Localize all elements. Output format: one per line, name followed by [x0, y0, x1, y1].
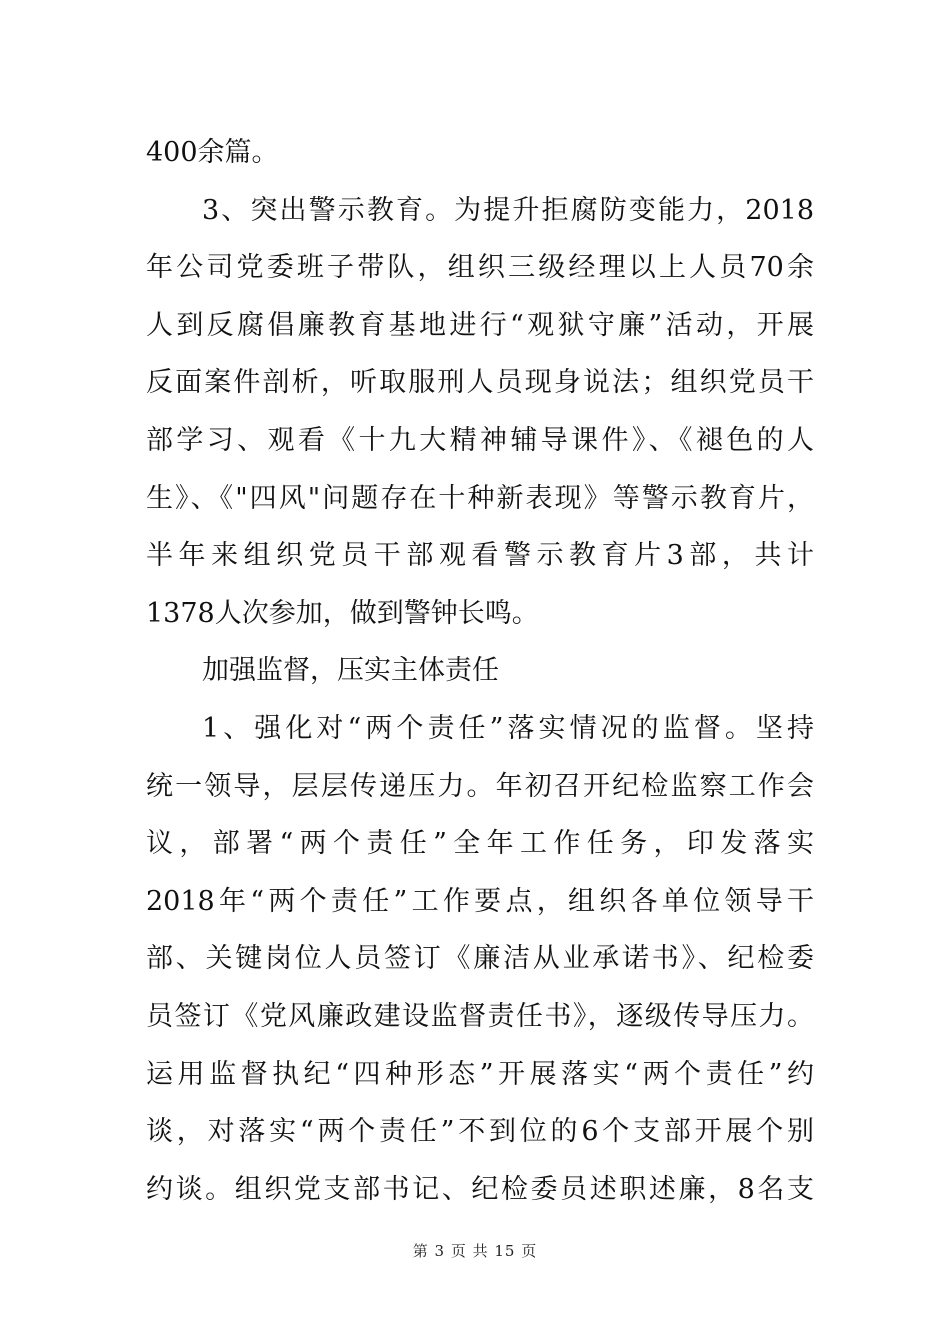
text-line: 议，部署“两个责任”全年工作任务，印发落实	[146, 828, 814, 860]
text-line: 400余篇。	[146, 137, 279, 168]
text-line: 反面案件剖析，听取服刑人员现身说法；组织党员干	[146, 367, 814, 399]
section-heading: 加强监督，压实主体责任	[202, 655, 499, 687]
text-line: 部、关键岗位人员签订《廉洁从业承诺书》、纪检委	[146, 943, 814, 975]
text-line: 运用监督执纪“四种形态”开展落实“两个责任”约	[146, 1058, 814, 1090]
text-line: 生》、《"四风"问题存在十种新表现》等警示教育片，	[146, 482, 814, 514]
text-line: 3、突出警示教育。为提升拒腐防变能力，2018	[202, 194, 814, 226]
page-number-footer: 第 3 页 共 15 页	[412, 1242, 538, 1260]
text-line: 年公司党委班子带队，组织三级经理以上人员70余	[146, 252, 814, 284]
text-line: 约谈。组织党支部书记、纪检委员述职述廉，8名支	[146, 1173, 814, 1205]
text-line: 员签订《党风廉政建设监督责任书》，逐级传导压力。	[146, 1000, 814, 1032]
text-line: 2018年“两个责任”工作要点，组织各单位领导干	[146, 885, 814, 917]
text-line: 部学习、观看《十九大精神辅导课件》、《褪色的人	[146, 424, 814, 456]
text-line: 半年来组织党员干部观看警示教育片3部，共计	[146, 540, 814, 572]
text-line: 1、强化对“两个责任”落实情况的监督。坚持	[202, 712, 814, 744]
text-line: 人到反腐倡廉教育基地进行“观狱守廉”活动，开展	[146, 309, 814, 341]
text-line: 1378人次参加，做到警钟长鸣。	[146, 597, 539, 629]
text-line: 统一领导，层层传递压力。年初召开纪检监察工作会	[146, 770, 814, 802]
text-line: 谈，对落实“两个责任”不到位的6个支部开展个别	[146, 1116, 814, 1148]
document-body	[146, 124, 814, 1218]
